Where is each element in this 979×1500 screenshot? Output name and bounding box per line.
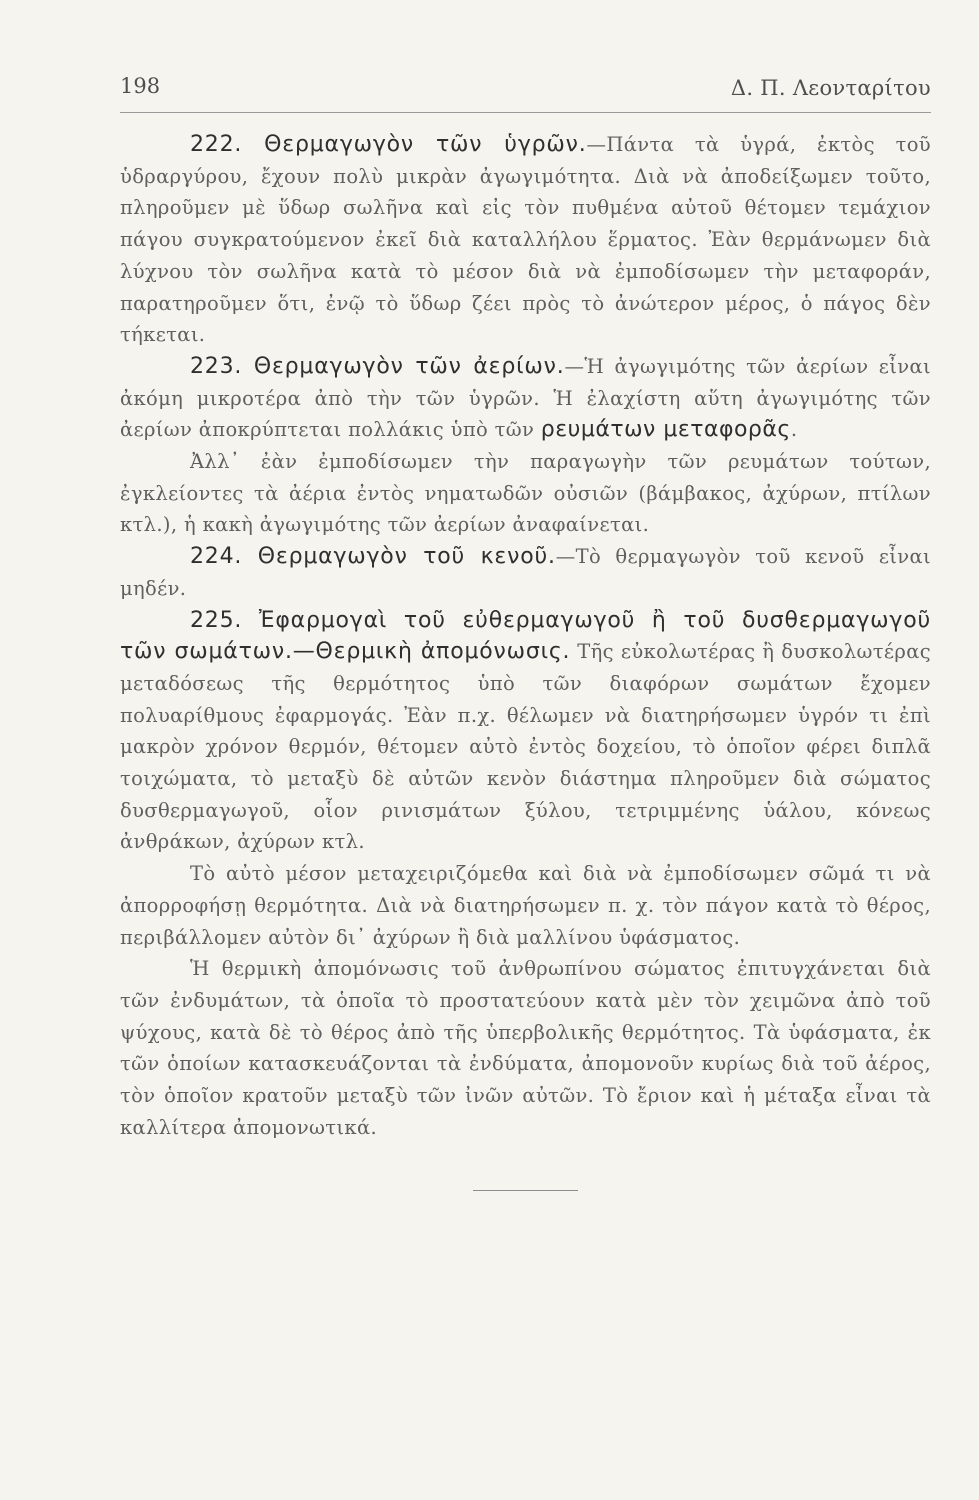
paragraph-text-end: . (790, 418, 798, 442)
page-number: 198 (120, 74, 161, 98)
section-heading-223: 223. Θερμαγωγὸν τῶν ἀερίων. (190, 353, 565, 379)
section-heading-225: 225. Ἐφαρμογαὶ τοῦ εὐθερμαγωγοῦ ἢ τοῦ δυσθερμαγωγοῦ τῶν σωμάτων.—Θερμικὴ ἀπομόνωσις. (120, 607, 931, 665)
running-title: Δ. Π. Λεονταρίτου (730, 76, 931, 100)
paragraph-text: —Πάντα τὰ ὑγρά, ἐκτὸς τοῦ ὑδραργύρου, ἔχουν πολὺ μικρὰν ἀγωγιμότητα. Διὰ νὰ ἀποδείξωμεν τοῦτο, πληροῦμεν μὲ ὕδωρ σωλῆνα καὶ εἰς τὸν πυθμένα αὐτοῦ θέτομεν τεμάχιον πάγου συγκρατούμενον ἐκεῖ διὰ καταλλήλου ἕρματος. Ἐὰν θερμάνωμεν διὰ λύχνου τὸν σωλῆνα κατὰ τὸ μέσον διὰ νὰ ἐμποδίσωμεν τὴν μεταφοράν, παρατηροῦμεν ὅτι, ἐνῷ τὸ ὕδωρ ζέει πρὸς τὸ ἀνώτερον μέρος, ὁ πάγος δὲν τήκεται. (120, 133, 931, 347)
emphasized-term: ρευμάτων μεταφορᾶς (540, 417, 791, 443)
paragraph-223-continued (120, 446, 931, 541)
paragraph-223 (120, 351, 931, 446)
running-head (120, 70, 931, 108)
paragraph-text: Τὸ αὐτὸ μέσον μεταχειριζόμεθα καὶ διὰ νὰ ἐμποδίσωμεν σῶμά τι νὰ ἀπορροφήσῃ θερμότητα. Διὰ νὰ διατηρήσωμεν π. χ. τὸν πάγον κατὰ τὸ θέρος, περιβάλλομεν αὐτὸν δι᾿ ἀχύρων ἢ διὰ μαλλίνου ὑφάσματος. (120, 862, 931, 949)
paragraph-224 (120, 541, 931, 604)
paragraph-222 (120, 129, 931, 351)
paragraph-225-continued (120, 858, 931, 953)
header-rule (120, 112, 931, 113)
paragraph-text: Τῆς εὐκολωτέρας ἢ δυσκολωτέρας μεταδόσεως τῆς θερμότητος ὑπὸ τῶν διαφόρων σωμάτων ἔχομεν πολυαρίθμους ἐφαρμογάς. Ἐὰν π.χ. θέλωμεν νὰ διατηρήσωμεν ὑγρόν τι ἐπὶ μακρὸν χρόνον θερμόν, θέτομεν αὐτὸ ἐντὸς δοχείου, τὸ ὁποῖον φέρει διπλᾶ τοιχώματα, τὸ μεταξὺ δὲ αὐτῶν κενὸν διάστημα πληροῦμεν διὰ σώματος δυσθερμαγωγοῦ, οἷον ρινισμάτων ξύλου, τετριμμένης ὑάλου, κόνεως ἀνθράκων, ἀχύρων κτλ. (120, 640, 931, 854)
end-rule (473, 1190, 578, 1191)
paragraph-text: Ἀλλ᾿ ἐὰν ἐμποδίσωμεν τὴν παραγωγὴν τῶν ρευμάτων τούτων, ἐγκλείοντες τὰ ἀέρια ἐντὸς νηματωδῶν οὐσιῶν (βάμβακος, ἀχύρων, πτίλων κτλ.), ἡ κακὴ ἀγωγιμότης τῶν ἀερίων ἀναφαίνεται. (120, 450, 931, 537)
paragraph-225 (120, 605, 931, 859)
paragraph-text: —Ἡ ἀγωγιμότης τῶν ἀερίων εἶναι ἀκόμη μικροτέρα ἀπὸ τὴν τῶν ὑγρῶν. Ἡ ἐλαχίστη αὕτη ἀγωγιμότης τῶν ἀερίων ἀποκρύπτεται πολλάκις ὑπὸ τῶν (120, 354, 931, 442)
section-heading-224: 224. Θερμαγωγὸν τοῦ κενοῦ. (190, 544, 556, 570)
section-heading-222: 222. Θερμαγωγὸν τῶν ὑγρῶν. (190, 132, 587, 157)
paragraph-225-final (120, 953, 931, 1143)
body-text (120, 129, 931, 1144)
paragraph-text: Ἡ θερμικὴ ἀπομόνωσις τοῦ ἀνθρωπίνου σώματος ἐπιτυγχάνεται διὰ τῶν ἐνδυμάτων, τὰ ὁποῖα τὸ προστατεύουν κατὰ μὲν τὸν χειμῶνα ἀπὸ τοῦ ψύχους, κατὰ δὲ τὸ θέρος ἀπὸ τῆς ὑπερβολικῆς θερμότητος. Τὰ ὑφάσματα, ἐκ τῶν ὁποίων κατασκευάζονται τὰ ἐνδύματα, ἀπομονοῦν κυρίως διὰ τοῦ ἀέρος, τὸν ὁποῖον κρατοῦν μεταξὺ τῶν ἰνῶν αὐτῶν. Τὸ ἔριον καὶ ἡ μέταξα εἶναι τὰ καλλίτερα ἀπομονωτικά. (120, 957, 931, 1139)
paragraph-text: —Τὸ θερμαγωγὸν τοῦ κενοῦ εἶναι μηδέν. (120, 545, 931, 600)
